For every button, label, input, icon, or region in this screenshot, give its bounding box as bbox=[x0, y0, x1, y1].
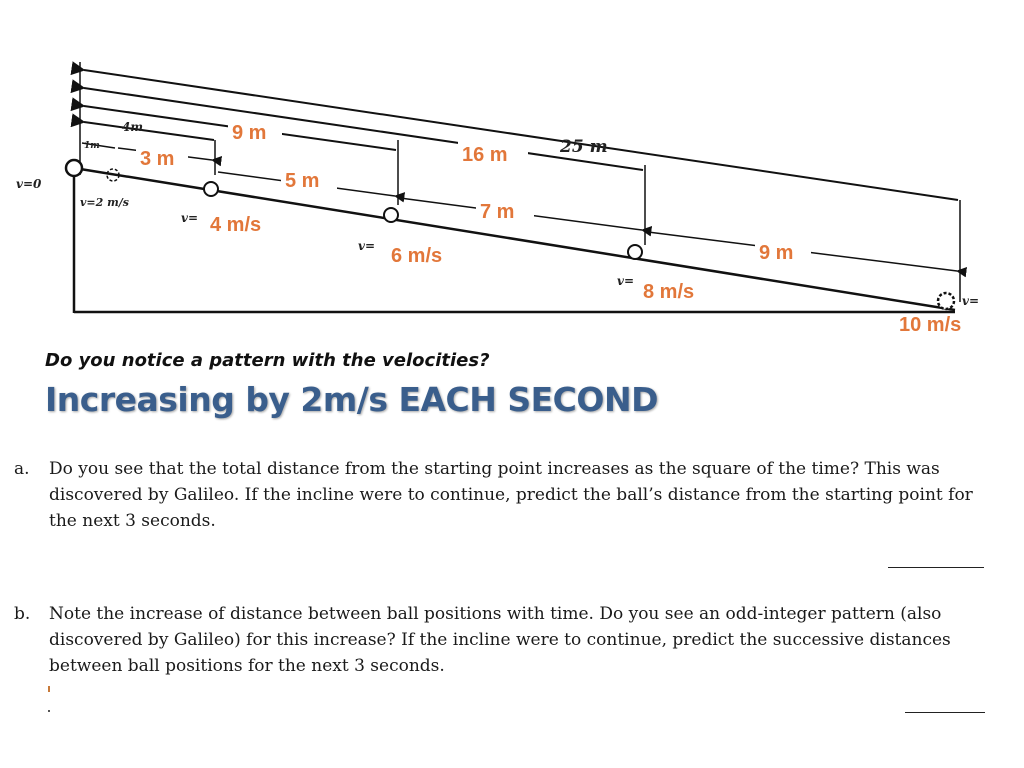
velocity-10: 10 m/s bbox=[899, 314, 962, 336]
label-9m: 9 m bbox=[232, 122, 267, 144]
label-seg-9m: 9 m bbox=[759, 242, 794, 264]
question-b-label: b. bbox=[14, 604, 31, 624]
stray-dot bbox=[48, 710, 50, 712]
ball-4 bbox=[628, 245, 642, 259]
ball-5 bbox=[938, 293, 954, 309]
question-b-text: Note the increase of distance between ball positions with time. Do you see an odd-integer pattern (also discovered by Galileo) for this increase? If the incline were to continue, predict the successive distances between ball positions for the next 3 seconds. bbox=[49, 604, 951, 676]
velocity-4: 4 m/s bbox=[210, 214, 262, 236]
question-a-label: a. bbox=[14, 459, 30, 479]
question-a-text: Do you see that the total distance from the starting point increases as the square of the time? This was discovered by Galileo. If the incline were to continue, predict the ball’s distance from the starting point for the next 3 seconds. bbox=[49, 459, 973, 531]
label-16m: 16 m bbox=[462, 144, 508, 166]
question-a bbox=[14, 456, 1004, 534]
label-v2: v=2 m/s bbox=[80, 196, 129, 209]
arrow-4m bbox=[84, 122, 214, 140]
label-v-prefix-6: v= bbox=[358, 239, 376, 253]
ball-0 bbox=[66, 160, 82, 176]
label-v-prefix-10: v= bbox=[962, 294, 980, 308]
arrow-25m bbox=[84, 70, 958, 200]
label-3m: 3 m bbox=[140, 148, 175, 170]
question-b bbox=[14, 601, 1004, 679]
label-1m: 1m bbox=[84, 141, 100, 151]
answer-blank-b[interactable] bbox=[905, 712, 985, 713]
incline-diagram bbox=[0, 0, 1024, 345]
answer-blank-a[interactable] bbox=[888, 567, 984, 568]
label-7m: 7 m bbox=[480, 201, 515, 223]
label-v-prefix-8: v= bbox=[617, 274, 635, 288]
pattern-answer: Increasing by 2m/s EACH SECOND bbox=[45, 380, 658, 419]
label-4m: 4m bbox=[122, 120, 144, 134]
stray-mark bbox=[48, 686, 50, 692]
label-25m: 25 m bbox=[560, 137, 608, 157]
velocity-8: 8 m/s bbox=[643, 281, 695, 303]
velocity-6: 6 m/s bbox=[391, 245, 443, 267]
label-5m: 5 m bbox=[285, 170, 320, 192]
ball-3 bbox=[384, 208, 398, 222]
ball-2 bbox=[204, 182, 218, 196]
label-v0: v=0 bbox=[16, 177, 42, 191]
label-v-prefix-4: v= bbox=[181, 211, 199, 225]
pattern-question: Do you notice a pattern with the velocities? bbox=[45, 350, 490, 371]
